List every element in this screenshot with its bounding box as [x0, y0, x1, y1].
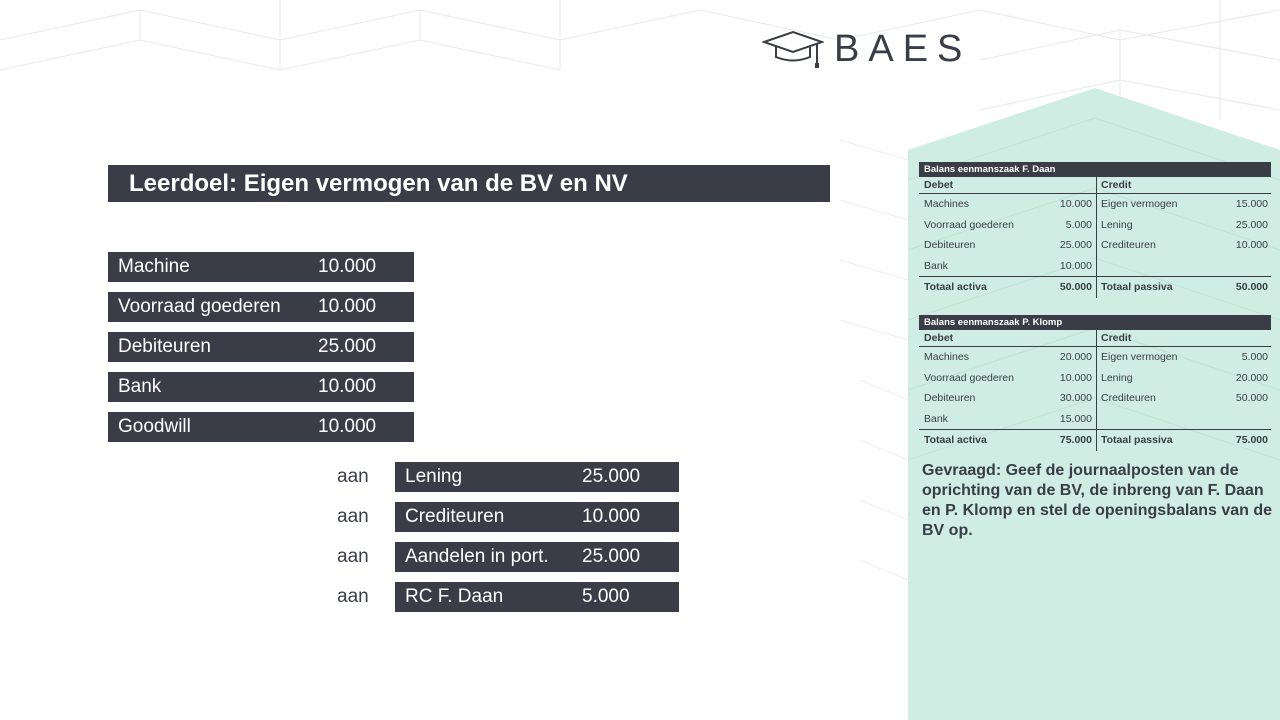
aan-label: aan: [337, 466, 369, 487]
balance-row: [919, 256, 1271, 277]
credit-value: 15.000: [1235, 198, 1268, 210]
debet-header: Debet: [924, 332, 954, 344]
debet-value: 5.000: [1065, 218, 1092, 231]
debit-entry: [108, 252, 414, 282]
balance-row: [919, 235, 1271, 256]
credit-value: 5.000: [1241, 351, 1268, 363]
entry-label: Bank: [118, 376, 162, 397]
balance-title: Balans eenmanszaak P. Klomp: [919, 315, 1271, 330]
total-activa-label: Totaal activa: [924, 281, 987, 293]
credit-item: Crediteuren: [1101, 239, 1156, 251]
graduation-cap-icon: [762, 30, 824, 70]
total-passiva-value: 75.000: [1235, 434, 1268, 446]
balance-header-row: [919, 330, 1271, 347]
entry-value: 25.000: [318, 336, 377, 357]
debit-entry: [108, 292, 414, 322]
debet-item: Debiteuren: [924, 392, 976, 404]
credit-value: 20.000: [1235, 371, 1268, 384]
total-passiva-label: Totaal passiva: [1101, 434, 1173, 446]
debet-item: Voorraad goederen: [924, 371, 1014, 384]
balance-title: Balans eenmanszaak F. Daan: [919, 162, 1271, 177]
balance-row: [919, 215, 1271, 236]
aan-label: aan: [337, 546, 369, 567]
total-activa-value: 75.000: [1059, 434, 1092, 446]
credit-entry: [395, 462, 679, 492]
entry-label: Aandelen in port.: [405, 546, 549, 567]
brand-logo: [762, 28, 971, 71]
debet-header: Debet: [924, 179, 954, 191]
credit-item: Lening: [1101, 218, 1133, 231]
entry-value: 10.000: [318, 296, 377, 317]
aan-label: aan: [337, 506, 369, 527]
credit-entry: [395, 542, 679, 572]
credit-value: 25.000: [1235, 218, 1268, 231]
debet-item: Machines: [924, 351, 969, 363]
debit-entry: [108, 372, 414, 402]
entry-value: 25.000: [582, 466, 641, 487]
balance-row: [919, 368, 1271, 389]
entry-label: Voorraad goederen: [118, 296, 281, 317]
entry-value: 5.000: [582, 586, 630, 607]
entry-label: Crediteuren: [405, 506, 505, 527]
total-activa-value: 50.000: [1059, 281, 1092, 293]
credit-entry: [395, 582, 679, 612]
balance-row: [919, 347, 1271, 368]
credit-header: Credit: [1101, 179, 1132, 191]
entry-label: RC F. Daan: [405, 586, 504, 607]
balance-total-row: [919, 429, 1271, 451]
debet-item: Debiteuren: [924, 239, 976, 251]
entry-label: Goodwill: [118, 416, 191, 437]
debet-item: Bank: [924, 412, 948, 425]
credit-value: 10.000: [1235, 239, 1268, 251]
balance-row: [919, 194, 1271, 215]
debet-value: 15.000: [1059, 412, 1092, 425]
total-passiva-value: 50.000: [1235, 281, 1268, 293]
entry-label: Machine: [118, 256, 190, 277]
balance-row: [919, 409, 1271, 430]
debet-value: 20.000: [1059, 351, 1092, 363]
balance-total-row: [919, 276, 1271, 298]
credit-item: Eigen vermogen: [1101, 198, 1178, 210]
debet-value: 10.000: [1059, 198, 1092, 210]
credit-header: Credit: [1101, 332, 1132, 344]
debet-item: Machines: [924, 198, 969, 210]
page-title: Leerdoel: Eigen vermogen van de BV en NV: [108, 165, 830, 202]
entry-value: 10.000: [318, 376, 377, 397]
debit-entry: [108, 332, 414, 362]
credit-value: 50.000: [1235, 392, 1268, 404]
entry-value: 10.000: [318, 256, 377, 277]
credit-item: Eigen vermogen: [1101, 351, 1178, 363]
total-passiva-label: Totaal passiva: [1101, 281, 1173, 293]
entry-value: 10.000: [582, 506, 641, 527]
balance-row: [919, 388, 1271, 409]
debet-item: Voorraad goederen: [924, 218, 1014, 231]
debet-value: 25.000: [1059, 239, 1092, 251]
balance-sheet-klomp: [919, 315, 1271, 451]
brand-name: BAES: [834, 28, 972, 70]
balance-sheet-daan: [919, 162, 1271, 298]
entry-label: Lening: [405, 466, 463, 487]
balance-header-row: [919, 177, 1271, 194]
entry-label: Debiteuren: [118, 336, 211, 357]
debet-value: 30.000: [1059, 392, 1092, 404]
debet-value: 10.000: [1059, 259, 1092, 272]
credit-item: Crediteuren: [1101, 392, 1156, 404]
credit-entry: [395, 502, 679, 532]
debit-entry: [108, 412, 414, 442]
debet-value: 10.000: [1059, 371, 1092, 384]
debet-item: Bank: [924, 259, 948, 272]
credit-item: Lening: [1101, 371, 1133, 384]
entry-value: 10.000: [318, 416, 377, 437]
assignment-question: Gevraagd: Geef de journaalposten van de oprichting van de BV, de inbreng van F. Daan en P. Klomp en stel de openingsbalans van de BV op.: [922, 462, 1273, 539]
entry-value: 25.000: [582, 546, 641, 567]
total-activa-label: Totaal activa: [924, 434, 987, 446]
aan-label: aan: [337, 586, 369, 607]
